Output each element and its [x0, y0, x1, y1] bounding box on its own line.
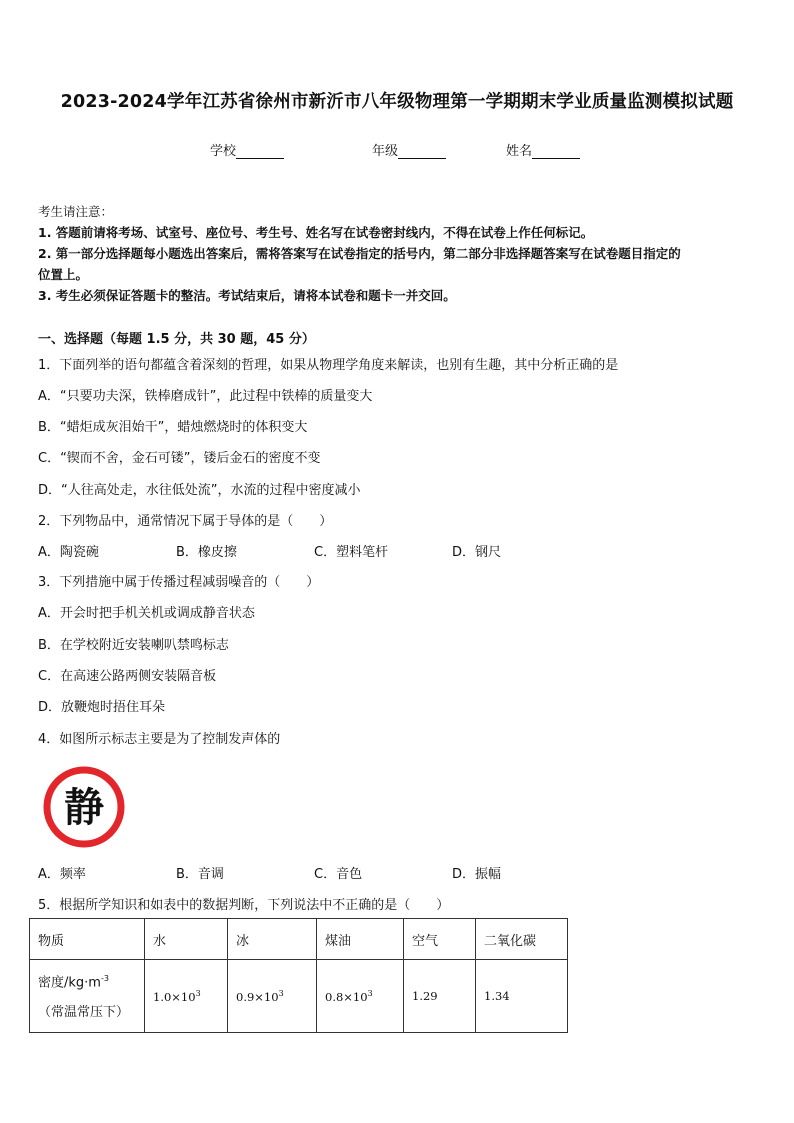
cell-value: 0.8×10: [325, 989, 368, 1004]
condition-label: （常温常压下）: [38, 1005, 130, 1021]
name-label: 姓名: [506, 144, 533, 159]
question-2-option-a: A．陶瓷碗: [38, 545, 99, 560]
table-cell: [145, 960, 228, 1033]
question-1-option-d: D．“人往高处走，水往低处流”，水流的过程中密度减小: [38, 483, 361, 498]
question-1-stem: 1．下面列举的语句都蕴含着深刻的哲理，如果从物理学角度来解读，也别有生趣，其中分析正确的是: [38, 358, 619, 373]
question-3-option-b: B．在学校附近安装喇叭禁鸣标志: [38, 638, 229, 653]
table-header-cell: 二氧化碳: [476, 919, 568, 960]
question-3-option-c: C．在高速公路两侧安装隔音板: [38, 669, 217, 684]
table-header-cell: 水: [145, 919, 228, 960]
question-1-option-b: B．“蜡炬成灰泪始干”，蜡烛燃烧时的体积变大: [38, 420, 308, 435]
question-3-option-d: D．放鞭炮时捂住耳朵: [38, 700, 166, 715]
cell-value: 1.29: [412, 989, 438, 1003]
table-row-label: [30, 960, 145, 1033]
grade-field: [372, 140, 446, 159]
density-unit-label: 密度/kg·m: [38, 975, 101, 991]
notice-item: 3. 考生必须保证答题卡的整洁。考试结束后，请将本试卷和题卡一并交回。: [38, 288, 456, 303]
question-4-option-d: D．振幅: [452, 867, 502, 882]
table-header-cell: 空气: [404, 919, 476, 960]
table-cell: [317, 960, 404, 1033]
sign-character: 静: [64, 785, 104, 831]
notice-item: 位置上。: [38, 267, 89, 282]
question-4-stem: 4．如图所示标志主要是为了控制发声体的: [38, 732, 281, 747]
question-5-stem: 5．根据所学知识和如表中的数据判断，下列说法中不正确的是（ ）: [38, 898, 450, 913]
question-3-stem: 3．下列措施中属于传播过程减弱噪音的（ ）: [38, 575, 320, 590]
table-row: [30, 960, 568, 1033]
cell-value: 0.9×10: [236, 989, 279, 1004]
question-2-option-c: C．塑料笔杆: [314, 545, 389, 560]
density-table: [29, 918, 568, 1033]
cell-exponent: 3: [195, 988, 201, 998]
question-4-option-a: A．频率: [38, 867, 86, 882]
school-label: 学校: [210, 144, 237, 159]
school-field: [210, 140, 284, 159]
question-2-stem: 2．下列物品中，通常情况下属于导体的是（ ）: [38, 514, 333, 529]
school-blank[interactable]: [236, 145, 284, 159]
quiet-sign-icon: [42, 765, 126, 849]
density-unit-exponent: -3: [100, 973, 109, 983]
grade-label: 年级: [372, 144, 399, 159]
table-cell: [228, 960, 317, 1033]
question-2-option-d: D．钢尺: [452, 545, 502, 560]
cell-exponent: 3: [278, 988, 284, 998]
question-2-option-b: B．橡皮擦: [176, 545, 237, 560]
table-header-cell: 煤油: [317, 919, 404, 960]
question-3-option-a: A．开会时把手机关机或调成静音状态: [38, 606, 255, 621]
exam-title: 2023-2024学年江苏省徐州市新沂市八年级物理第一学期期末学业质量监测模拟试题: [60, 92, 734, 112]
question-4-option-c: C．音色: [314, 867, 363, 882]
name-blank[interactable]: [532, 145, 580, 159]
cell-value: 1.0×10: [153, 989, 196, 1004]
table-header-row: [30, 919, 568, 960]
cell-exponent: 3: [367, 988, 373, 998]
notice-item: 2. 第一部分选择题每小题选出答案后，需将答案写在试卷指定的括号内，第二部分非选择题答案写在试卷题目指定的: [38, 246, 681, 261]
table-cell: [476, 960, 568, 1033]
table-header-cell: 冰: [228, 919, 317, 960]
cell-value: 1.34: [484, 989, 510, 1003]
table-header-cell: 物质: [30, 919, 145, 960]
notice-heading: 考生请注意：: [38, 204, 114, 219]
question-1-option-a: A．“只要功夫深，铁棒磨成针”，此过程中铁棒的质量变大: [38, 389, 373, 404]
section-heading: 一、选择题（每题 1.5 分，共 30 题，45 分）: [38, 332, 315, 347]
table-cell: [404, 960, 476, 1033]
name-field: [506, 140, 580, 159]
question-1-option-c: C．“锲而不舍，金石可镂”，镂后金石的密度不变: [38, 451, 321, 466]
grade-blank[interactable]: [398, 145, 446, 159]
notice-item: 1. 答题前请将考场、试室号、座位号、考生号、姓名写在试卷密封线内，不得在试卷上作任何标记。: [38, 225, 594, 240]
question-4-option-b: B．音调: [176, 867, 224, 882]
